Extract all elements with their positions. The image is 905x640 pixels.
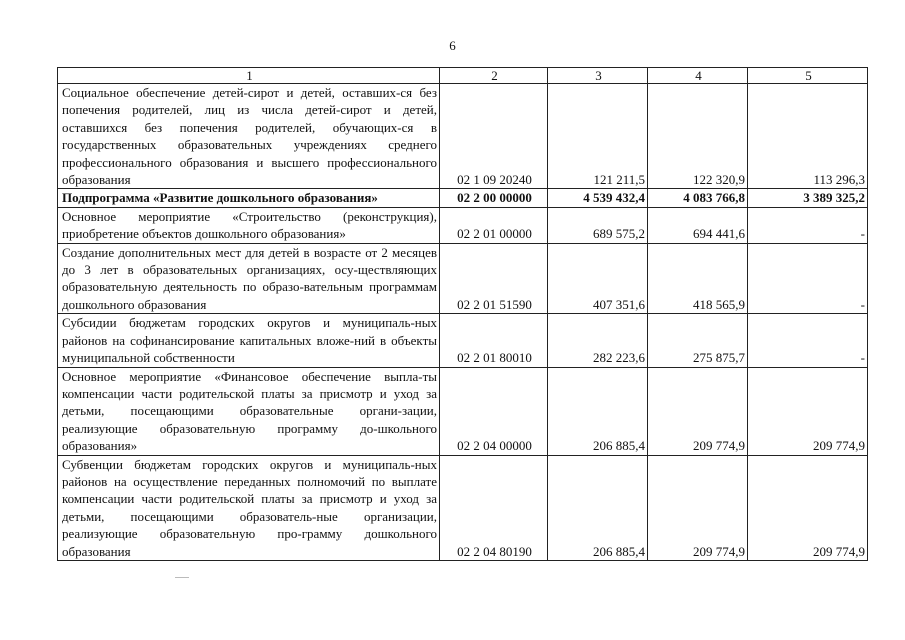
row-code: 02 2 04 80190	[440, 455, 548, 560]
row-value-3: 4 539 432,4	[548, 189, 648, 207]
page-number: 6	[449, 38, 456, 53]
table-header-row	[58, 68, 868, 84]
row-value-3: 282 223,6	[548, 314, 648, 367]
row-name: Субвенции бюджетам городских округов и муниципаль-ных районов на осуществление переданных полномочий по выплате компенсации части родительской платы за присмотр и уход за детьми, посещающими образователь-ные организации, реализующие образовательную про-грамму дошкольного образования	[58, 455, 440, 560]
row-name: Социальное обеспечение детей-сирот и детей, оставших-ся без попечения родителей, лиц из числа детей-сирот и детей, оставшихся без попечения родителей, обучающих-ся в государственных образовательных учреждениях среднего профессионального образования и высшего профессионального образования	[58, 84, 440, 189]
row-value-4: 122 320,9	[648, 84, 748, 189]
column-header-1: 1	[58, 68, 440, 84]
row-code: 02 2 04 00000	[440, 367, 548, 455]
row-code: 02 1 09 20240	[440, 84, 548, 189]
row-name: Подпрограмма «Развитие дошкольного образования»	[58, 189, 440, 207]
column-header-4: 4	[648, 68, 748, 84]
column-header-2: 2	[440, 68, 548, 84]
scan-artifact-line	[175, 577, 189, 578]
row-code: 02 2 00 00000	[440, 189, 548, 207]
table-row	[58, 84, 868, 189]
row-value-5: -	[748, 314, 868, 367]
row-value-3: 206 885,4	[548, 367, 648, 455]
row-value-5: 209 774,9	[748, 455, 868, 560]
row-name: Основное мероприятие «Финансовое обеспечение выпла-ты компенсации части родительской платы за присмотр и уход за детьми, посещающими образовательные органи-зации, реализующие образовательную программу до-школьного образования»	[58, 367, 440, 455]
column-header-3: 3	[548, 68, 648, 84]
row-value-4: 418 565,9	[648, 243, 748, 314]
table-row	[58, 367, 868, 455]
budget-table	[57, 67, 868, 561]
table-row-subprogram	[58, 189, 868, 207]
table-row	[58, 243, 868, 314]
row-value-3: 407 351,6	[548, 243, 648, 314]
row-value-5: 113 296,3	[748, 84, 868, 189]
row-value-5: -	[748, 207, 868, 243]
row-value-5: 3 389 325,2	[748, 189, 868, 207]
row-code: 02 2 01 51590	[440, 243, 548, 314]
row-value-3: 206 885,4	[548, 455, 648, 560]
row-value-3: 121 211,5	[548, 84, 648, 189]
row-value-4: 275 875,7	[648, 314, 748, 367]
row-value-4: 209 774,9	[648, 367, 748, 455]
row-value-4: 694 441,6	[648, 207, 748, 243]
table-row	[58, 207, 868, 243]
row-value-4: 4 083 766,8	[648, 189, 748, 207]
row-name: Создание дополнительных мест для детей в возрасте от 2 месяцев до 3 лет в образовательных организациях, осу-ществляющих образовательную деятельность по образо-вательным программам дошкольного образования	[58, 243, 440, 314]
row-value-5: 209 774,9	[748, 367, 868, 455]
column-header-5: 5	[748, 68, 868, 84]
row-value-5: -	[748, 243, 868, 314]
table-row	[58, 314, 868, 367]
row-code: 02 2 01 00000	[440, 207, 548, 243]
row-value-3: 689 575,2	[548, 207, 648, 243]
row-code: 02 2 01 80010	[440, 314, 548, 367]
row-value-4: 209 774,9	[648, 455, 748, 560]
row-name: Субсидии бюджетам городских округов и муниципаль-ных районов на софинансирование капитальных вложе-ний в объекты муниципальной собственности	[58, 314, 440, 367]
table-row	[58, 455, 868, 560]
row-name: Основное мероприятие «Строительство (реконструкция), приобретение объектов дошкольного образования»	[58, 207, 440, 243]
